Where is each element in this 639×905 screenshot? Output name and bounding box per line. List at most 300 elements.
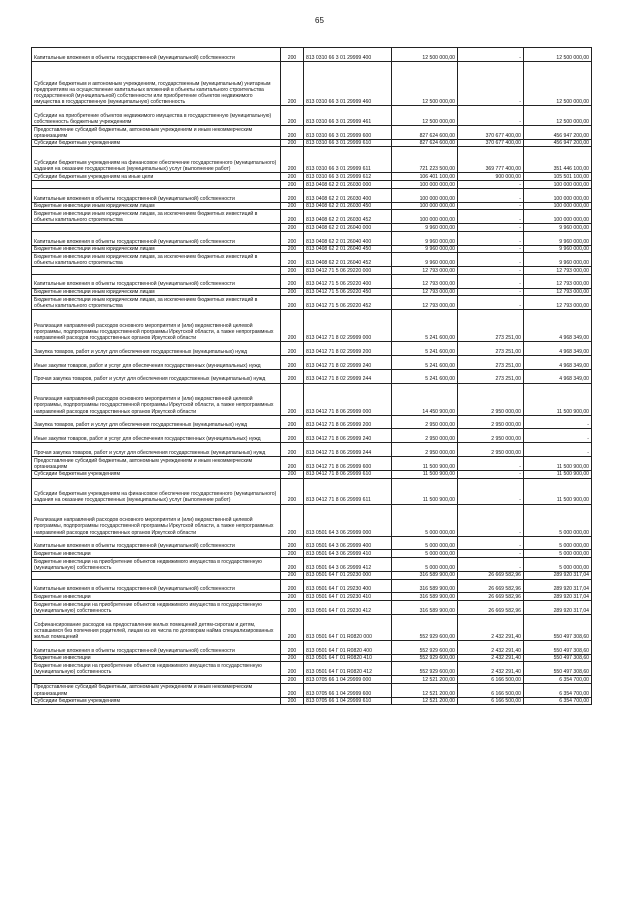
table-row (32, 274, 592, 288)
cell-name: Реализация направлений расходов основного мероприятия и (или) ведомственной целевой программы, подпрограммы государственной программы Иркутской области, а также непрограммных направлений расходов государственных органов Иркутской области (32, 504, 281, 536)
cell-classification-code: 813 0412 71 8 02 29999 244 (304, 369, 392, 383)
cell-name: Бюджетные инвестиции иным юридическим лицам, за исключением бюджетных инвестиций в объекты капитального строительства (32, 253, 281, 267)
cell-classification-code: 813 0310 66 3 01 29999 460 (304, 61, 392, 105)
cell-name: Бюджетные инвестиции иным юридическим лицам, за исключением бюджетных инвестиций в объекты капитального строительства (32, 210, 281, 224)
table-row (32, 536, 592, 550)
table-row (32, 654, 592, 662)
cell-name: Капитальные вложения в объекты государственной (муниципальной) собственности (32, 274, 281, 288)
cell-classification-code: 813 0501 64 3 06 29999 400 (304, 536, 392, 550)
cell-federal-amount: - (458, 267, 524, 275)
cell-total-amount: 5 241 600,00 (392, 355, 458, 369)
cell-total-amount: 2 950 000,00 (392, 429, 458, 443)
cell-classification-code: 813 0412 71 8 06 29999 240 (304, 429, 392, 443)
cell-regional-amount: 456 947 200,00 (524, 125, 592, 139)
cell-regional-amount: 6 354 700,00 (524, 683, 592, 697)
table-row (32, 267, 592, 275)
cell-total-amount: 12 521 200,00 (392, 697, 458, 705)
cell-classification-code: 813 0501 64 Г 01 29230 400 (304, 579, 392, 593)
cell-federal-amount: - (458, 231, 524, 245)
cell-admin-code: 200 (281, 558, 304, 572)
table-row (32, 288, 592, 296)
cell-name: Бюджетные инвестиции (32, 593, 281, 601)
cell-classification-code: 813 0501 64 Г 01 29230 000 (304, 571, 392, 579)
cell-federal-amount: 6 166 500,00 (458, 676, 524, 684)
cell-total-amount: 552 929 600,00 (392, 614, 458, 640)
cell-federal-amount: - (458, 504, 524, 536)
cell-admin-code: 200 (281, 202, 304, 210)
cell-total-amount: 721 223 500,00 (392, 147, 458, 173)
table-row (32, 640, 592, 654)
cell-name: Капитальные вложения в объекты государственной (муниципальной) собственности (32, 579, 281, 593)
cell-admin-code: 200 (281, 571, 304, 579)
cell-name (32, 676, 281, 684)
cell-total-amount: 5 000 000,00 (392, 504, 458, 536)
cell-admin-code: 200 (281, 48, 304, 62)
cell-total-amount: 12 793 000,00 (392, 288, 458, 296)
cell-regional-amount: 9 960 000,00 (524, 245, 592, 253)
cell-regional-amount: 12 500 000,00 (524, 106, 592, 126)
cell-classification-code: 813 0412 71 8 02 29999 000 (304, 310, 392, 342)
table-row (32, 697, 592, 705)
cell-federal-amount: 273 251,00 (458, 369, 524, 383)
cell-total-amount: 5 000 000,00 (392, 550, 458, 558)
cell-regional-amount: 11 500 900,00 (524, 470, 592, 478)
cell-classification-code: 813 0408 62 2 01 26040 450 (304, 245, 392, 253)
cell-classification-code: 813 0705 66 1 04 29999 600 (304, 683, 392, 697)
cell-name: Бюджетные инвестиции на приобретение объектов недвижимого имущества в государственную (муниципальную) собственность (32, 601, 281, 615)
cell-total-amount: 827 624 600,00 (392, 125, 458, 139)
cell-total-amount: 11 500 900,00 (392, 470, 458, 478)
cell-name: Бюджетные инвестиции на приобретение объектов недвижимого имущества в государственную (муниципальную) собственность (32, 558, 281, 572)
cell-admin-code: 200 (281, 253, 304, 267)
cell-total-amount: 316 589 900,00 (392, 579, 458, 593)
table-row (32, 181, 592, 189)
table-row (32, 253, 592, 267)
cell-federal-amount: 2 432 291,40 (458, 662, 524, 676)
cell-name: Субсидии бюджетным учреждениям на иные цели (32, 173, 281, 181)
table-row (32, 558, 592, 572)
cell-regional-amount: 6 354 700,00 (524, 676, 592, 684)
cell-name: Реализация направлений расходов основного мероприятия и (или) ведомственной целевой программы, подпрограммы государственной программы Иркутской области, а также непрограммных направлений расходов государственных органов Иркутской области (32, 310, 281, 342)
cell-total-amount: 827 624 600,00 (392, 139, 458, 147)
cell-admin-code: 200 (281, 579, 304, 593)
cell-total-amount: 552 929 600,00 (392, 662, 458, 676)
cell-name: Прочая закупка товаров, работ и услуг для обеспечения государственных (муниципальных) нужд (32, 369, 281, 383)
cell-federal-amount: - (458, 558, 524, 572)
cell-name: Предоставление субсидий бюджетным, автономным учреждениям и иным некоммерческим организациям (32, 683, 281, 697)
cell-federal-amount: - (458, 296, 524, 310)
cell-regional-amount: - (524, 429, 592, 443)
table-row (32, 296, 592, 310)
cell-total-amount: 316 589 900,00 (392, 593, 458, 601)
cell-classification-code: 813 0501 64 Г 01 R0820 410 (304, 654, 392, 662)
cell-regional-amount: 100 000 000,00 (524, 181, 592, 189)
cell-total-amount: 5 000 000,00 (392, 536, 458, 550)
cell-regional-amount: 4 968 349,00 (524, 369, 592, 383)
cell-name: Иные закупки товаров, работ и услуг для обеспечения государственных (муниципальных) нужд (32, 429, 281, 443)
cell-classification-code: 813 0408 62 2 01 26030 452 (304, 210, 392, 224)
cell-admin-code: 200 (281, 614, 304, 640)
cell-federal-amount: 273 251,00 (458, 310, 524, 342)
cell-admin-code: 200 (281, 310, 304, 342)
cell-regional-amount: 9 960 000,00 (524, 231, 592, 245)
cell-regional-amount: 550 497 308,60 (524, 662, 592, 676)
cell-admin-code: 200 (281, 550, 304, 558)
cell-classification-code: 813 0501 64 3 06 29999 410 (304, 550, 392, 558)
cell-name: Субсидии бюджетным учреждениям (32, 697, 281, 705)
cell-admin-code: 200 (281, 601, 304, 615)
cell-federal-amount: 370 677 400,00 (458, 139, 524, 147)
cell-federal-amount: - (458, 210, 524, 224)
cell-name: Капитальные вложения в объекты государственной (муниципальной) собственности (32, 231, 281, 245)
cell-classification-code: 813 0412 71 8 02 29999 200 (304, 342, 392, 356)
cell-regional-amount: 9 960 000,00 (524, 253, 592, 267)
cell-total-amount: 100 000 000,00 (392, 202, 458, 210)
cell-classification-code: 813 0310 66 3 01 29999 400 (304, 48, 392, 62)
table-row (32, 147, 592, 173)
cell-total-amount: 5 241 600,00 (392, 310, 458, 342)
cell-total-amount: 12 793 000,00 (392, 274, 458, 288)
cell-regional-amount: 289 920 317,04 (524, 579, 592, 593)
cell-federal-amount: 26 669 582,96 (458, 579, 524, 593)
cell-federal-amount: - (458, 253, 524, 267)
cell-classification-code: 813 0412 71 8 06 29999 244 (304, 443, 392, 457)
cell-name: Субсидии бюджетным учреждениям на финансовое обеспечение государственного (муниципального) задания на оказание государственных (муниципальных) услуг (выполнение работ) (32, 147, 281, 173)
cell-admin-code: 200 (281, 355, 304, 369)
cell-federal-amount: - (458, 288, 524, 296)
cell-total-amount: 11 500 900,00 (392, 457, 458, 471)
table-row (32, 224, 592, 232)
cell-name: Прочая закупка товаров, работ и услуг для обеспечения государственных (муниципальных) нужд (32, 443, 281, 457)
cell-classification-code: 813 0412 71 5 06 29220 452 (304, 296, 392, 310)
cell-total-amount: 100 000 000,00 (392, 181, 458, 189)
cell-name (32, 267, 281, 275)
table-row (32, 61, 592, 105)
cell-admin-code: 200 (281, 231, 304, 245)
cell-regional-amount: - (524, 443, 592, 457)
cell-name: Закупка товаров, работ и услуг для обеспечения государственных (муниципальных) нужд (32, 415, 281, 429)
cell-classification-code: 813 0412 71 8 06 29999 611 (304, 478, 392, 504)
cell-regional-amount: 4 968 349,00 (524, 310, 592, 342)
cell-classification-code: 813 0408 62 2 01 26040 400 (304, 231, 392, 245)
cell-admin-code: 200 (281, 478, 304, 504)
cell-admin-code: 200 (281, 697, 304, 705)
cell-name: Бюджетные инвестиции (32, 550, 281, 558)
cell-admin-code: 200 (281, 504, 304, 536)
cell-admin-code: 200 (281, 296, 304, 310)
cell-regional-amount: 289 920 317,04 (524, 593, 592, 601)
table-row (32, 478, 592, 504)
cell-name: Субсидии бюджетным учреждениям на финансовое обеспечение государственного (муниципального) задания на оказание государственных (муниципальных) услуг (выполнение работ) (32, 478, 281, 504)
cell-total-amount: 552 929 600,00 (392, 640, 458, 654)
table-row (32, 593, 592, 601)
table-row (32, 369, 592, 383)
cell-name: Софинансирование расходов на предоставление жилых помещений детям-сиротам и детям, оставшимся без попечения родителей, лицам из их числа по договорам найма специализированных жилых помещений (32, 614, 281, 640)
table-row (32, 457, 592, 471)
table-row (32, 210, 592, 224)
cell-classification-code: 813 0501 64 3 06 29999 412 (304, 558, 392, 572)
cell-name: Предоставление субсидий бюджетным, автономным учреждениям и иным некоммерческим организациям (32, 457, 281, 471)
cell-classification-code: 813 0310 66 3 01 29999 612 (304, 173, 392, 181)
table-row (32, 443, 592, 457)
table-row (32, 601, 592, 615)
cell-regional-amount: 11 500 900,00 (524, 457, 592, 471)
cell-classification-code: 813 0501 64 Г 01 29230 412 (304, 601, 392, 615)
cell-regional-amount: 11 500 900,00 (524, 478, 592, 504)
cell-federal-amount: 369 777 400,00 (458, 147, 524, 173)
table-row (32, 383, 592, 415)
cell-name: Субсидии бюджетным учреждениям (32, 139, 281, 147)
cell-total-amount: 5 000 000,00 (392, 558, 458, 572)
cell-name: Предоставление субсидий бюджетным, автономным учреждениям и иным некоммерческим организациям (32, 125, 281, 139)
cell-classification-code: 813 0705 66 1 04 29999 000 (304, 676, 392, 684)
budget-table (31, 47, 592, 705)
cell-name: Капитальные вложения в объекты государственной (муниципальной) собственности (32, 188, 281, 202)
cell-admin-code: 200 (281, 224, 304, 232)
cell-name: Бюджетные инвестиции иным юридическим лицам, за исключением бюджетных инвестиций в объекты капитального строительства (32, 296, 281, 310)
budget-table-body (32, 48, 592, 705)
cell-name (32, 571, 281, 579)
cell-total-amount: 9 960 000,00 (392, 231, 458, 245)
cell-federal-amount: - (458, 536, 524, 550)
page-number: 65 (315, 16, 324, 25)
cell-classification-code: 813 0310 66 3 01 29999 611 (304, 147, 392, 173)
cell-federal-amount: - (458, 245, 524, 253)
table-row (32, 614, 592, 640)
cell-federal-amount: 2 950 000,00 (458, 383, 524, 415)
table-row (32, 683, 592, 697)
table-row (32, 173, 592, 181)
cell-name: Бюджетные инвестиции (32, 654, 281, 662)
cell-federal-amount: - (458, 106, 524, 126)
cell-federal-amount: 26 669 582,96 (458, 593, 524, 601)
cell-admin-code: 200 (281, 245, 304, 253)
cell-total-amount: 100 000 000,00 (392, 188, 458, 202)
cell-classification-code: 813 0310 66 3 01 29999 610 (304, 139, 392, 147)
cell-regional-amount: 5 000 000,00 (524, 558, 592, 572)
cell-admin-code: 200 (281, 443, 304, 457)
cell-classification-code: 813 0412 71 8 02 29999 240 (304, 355, 392, 369)
cell-classification-code: 813 0705 66 1 04 29999 610 (304, 697, 392, 705)
cell-regional-amount: 12 793 000,00 (524, 267, 592, 275)
cell-admin-code: 200 (281, 683, 304, 697)
cell-regional-amount: 12 793 000,00 (524, 288, 592, 296)
cell-regional-amount: 11 500 900,00 (524, 383, 592, 415)
cell-name: Капитальные вложения в объекты государственной (муниципальной) собственности (32, 536, 281, 550)
cell-admin-code: 200 (281, 267, 304, 275)
table-row (32, 48, 592, 62)
cell-federal-amount: - (458, 188, 524, 202)
cell-federal-amount: - (458, 202, 524, 210)
table-row (32, 125, 592, 139)
table-row (32, 245, 592, 253)
cell-admin-code: 200 (281, 181, 304, 189)
table-row (32, 662, 592, 676)
cell-regional-amount: 9 960 000,00 (524, 224, 592, 232)
cell-name: Реализация направлений расходов основного мероприятия и (или) ведомственной целевой программы, подпрограммы государственной программы Иркутской области, а также непрограммных направлений расходов государственных органов Иркутской области (32, 383, 281, 415)
cell-regional-amount: 289 920 317,04 (524, 601, 592, 615)
cell-federal-amount: 273 251,00 (458, 355, 524, 369)
table-row (32, 310, 592, 342)
cell-regional-amount: 12 793 000,00 (524, 296, 592, 310)
cell-name: Иные закупки товаров, работ и услуг для обеспечения государственных (муниципальных) нужд (32, 355, 281, 369)
cell-classification-code: 813 0412 71 8 06 29999 200 (304, 415, 392, 429)
cell-classification-code: 813 0412 71 5 06 29220 450 (304, 288, 392, 296)
cell-name: Капитальные вложения в объекты государственной (муниципальной) собственности (32, 48, 281, 62)
cell-name: Субсидии бюджетным учреждениям (32, 470, 281, 478)
table-row (32, 571, 592, 579)
cell-admin-code: 200 (281, 429, 304, 443)
cell-name: Бюджетные инвестиции на приобретение объектов недвижимого имущества в государственную (муниципальную) собственность (32, 662, 281, 676)
cell-classification-code: 813 0408 62 2 01 26030 450 (304, 202, 392, 210)
cell-regional-amount: 5 000 000,00 (524, 550, 592, 558)
cell-classification-code: 813 0310 66 3 01 29999 461 (304, 106, 392, 126)
cell-federal-amount: 2 950 000,00 (458, 443, 524, 457)
cell-classification-code: 813 0408 62 2 01 26030 400 (304, 188, 392, 202)
cell-admin-code: 200 (281, 415, 304, 429)
table-row (32, 550, 592, 558)
cell-name: Субсидии на приобретение объектов недвижимого имущества в государственную (муниципальную) собственность бюджетным учреждениям (32, 106, 281, 126)
table-row (32, 188, 592, 202)
cell-regional-amount: 456 947 200,00 (524, 139, 592, 147)
table-row (32, 342, 592, 356)
cell-federal-amount: 2 950 000,00 (458, 415, 524, 429)
cell-federal-amount: - (458, 181, 524, 189)
cell-classification-code: 813 0501 64 Г 01 R0820 400 (304, 640, 392, 654)
cell-total-amount: 12 500 000,00 (392, 48, 458, 62)
cell-admin-code: 200 (281, 342, 304, 356)
cell-regional-amount: 550 497 308,60 (524, 640, 592, 654)
cell-name: Субсидии бюджетным и автономным учреждениям, государственным (муниципальным) унитарным предприятиям на осуществление капитальных вложений в объекты капитального строительства государственной (муниципальной) собственности или приобретение объектов недвижимого имущества в государственную (муниципальную) собственность (32, 61, 281, 105)
cell-federal-amount: - (458, 61, 524, 105)
cell-name: Бюджетные инвестиции иным юридическим лицам (32, 202, 281, 210)
cell-classification-code: 813 0412 71 8 06 29999 000 (304, 383, 392, 415)
table-row (32, 202, 592, 210)
cell-regional-amount: - (524, 415, 592, 429)
cell-regional-amount: 105 501 100,00 (524, 173, 592, 181)
cell-regional-amount: 289 920 317,04 (524, 571, 592, 579)
cell-name (32, 181, 281, 189)
cell-classification-code: 813 0501 64 Г 01 R0820 412 (304, 662, 392, 676)
cell-regional-amount: 351 446 100,00 (524, 147, 592, 173)
cell-classification-code: 813 0408 62 2 01 26040 000 (304, 224, 392, 232)
cell-admin-code: 200 (281, 640, 304, 654)
cell-total-amount: 9 960 000,00 (392, 224, 458, 232)
cell-regional-amount: 12 793 000,00 (524, 274, 592, 288)
cell-federal-amount: - (458, 48, 524, 62)
cell-admin-code: 200 (281, 188, 304, 202)
cell-admin-code: 200 (281, 369, 304, 383)
cell-total-amount: 5 241 600,00 (392, 369, 458, 383)
table-row (32, 429, 592, 443)
cell-name: Капитальные вложения в объекты государственной (муниципальной) собственности (32, 640, 281, 654)
cell-total-amount: 12 500 000,00 (392, 61, 458, 105)
cell-total-amount: 12 521 200,00 (392, 676, 458, 684)
cell-total-amount: 14 450 900,00 (392, 383, 458, 415)
cell-regional-amount: 12 500 000,00 (524, 48, 592, 62)
cell-admin-code: 200 (281, 125, 304, 139)
cell-federal-amount: 2 432 291,40 (458, 654, 524, 662)
cell-federal-amount: - (458, 478, 524, 504)
table-row (32, 106, 592, 126)
cell-total-amount: 100 000 000,00 (392, 210, 458, 224)
cell-federal-amount: 26 669 582,96 (458, 571, 524, 579)
cell-regional-amount: 12 500 000,00 (524, 61, 592, 105)
cell-federal-amount: 6 166 500,00 (458, 683, 524, 697)
cell-total-amount: 9 960 000,00 (392, 253, 458, 267)
cell-federal-amount: 900 000,00 (458, 173, 524, 181)
table-row (32, 504, 592, 536)
cell-total-amount: 9 960 000,00 (392, 245, 458, 253)
table-row (32, 231, 592, 245)
cell-federal-amount: 370 677 400,00 (458, 125, 524, 139)
cell-total-amount: 12 500 000,00 (392, 106, 458, 126)
cell-classification-code: 813 0412 71 5 06 29220 000 (304, 267, 392, 275)
cell-total-amount: 552 929 600,00 (392, 654, 458, 662)
cell-admin-code: 200 (281, 470, 304, 478)
cell-federal-amount: 2 432 291,40 (458, 614, 524, 640)
cell-regional-amount: 4 968 349,00 (524, 342, 592, 356)
cell-admin-code: 200 (281, 457, 304, 471)
cell-admin-code: 200 (281, 593, 304, 601)
cell-regional-amount: 5 000 000,00 (524, 536, 592, 550)
cell-admin-code: 200 (281, 61, 304, 105)
table-row (32, 470, 592, 478)
table-row (32, 579, 592, 593)
cell-classification-code: 813 0501 64 Г 01 R0820 000 (304, 614, 392, 640)
table-row (32, 139, 592, 147)
cell-regional-amount: 5 000 000,00 (524, 504, 592, 536)
cell-regional-amount: 550 497 308,60 (524, 614, 592, 640)
cell-admin-code: 200 (281, 288, 304, 296)
cell-federal-amount: - (458, 274, 524, 288)
cell-classification-code: 813 0408 62 2 01 26030 000 (304, 181, 392, 189)
cell-regional-amount: 550 497 308,60 (524, 654, 592, 662)
cell-classification-code: 813 0310 66 3 01 29999 600 (304, 125, 392, 139)
cell-admin-code: 200 (281, 654, 304, 662)
cell-total-amount: 11 500 900,00 (392, 478, 458, 504)
cell-admin-code: 200 (281, 106, 304, 126)
table-row (32, 415, 592, 429)
cell-classification-code: 813 0501 64 Г 01 29230 410 (304, 593, 392, 601)
cell-federal-amount: 2 432 291,40 (458, 640, 524, 654)
cell-name: Бюджетные инвестиции иным юридическим лицам (32, 245, 281, 253)
cell-regional-amount: 100 000 000,00 (524, 202, 592, 210)
cell-federal-amount: - (458, 457, 524, 471)
cell-classification-code: 813 0501 64 3 06 29999 000 (304, 504, 392, 536)
cell-federal-amount: - (458, 224, 524, 232)
cell-admin-code: 200 (281, 139, 304, 147)
cell-admin-code: 200 (281, 676, 304, 684)
cell-classification-code: 813 0412 71 8 06 29999 600 (304, 457, 392, 471)
cell-admin-code: 200 (281, 147, 304, 173)
cell-total-amount: 316 589 900,00 (392, 601, 458, 615)
cell-admin-code: 200 (281, 662, 304, 676)
cell-regional-amount: 100 000 000,00 (524, 188, 592, 202)
cell-total-amount: 12 521 200,00 (392, 683, 458, 697)
cell-admin-code: 200 (281, 210, 304, 224)
cell-federal-amount: 273 251,00 (458, 342, 524, 356)
cell-total-amount: 12 793 000,00 (392, 296, 458, 310)
cell-total-amount: 5 241 600,00 (392, 342, 458, 356)
cell-federal-amount: - (458, 550, 524, 558)
cell-total-amount: 106 401 100,00 (392, 173, 458, 181)
table-row (32, 355, 592, 369)
cell-total-amount: 316 589 900,00 (392, 571, 458, 579)
cell-federal-amount: 26 669 582,96 (458, 601, 524, 615)
cell-name (32, 224, 281, 232)
cell-admin-code: 200 (281, 536, 304, 550)
